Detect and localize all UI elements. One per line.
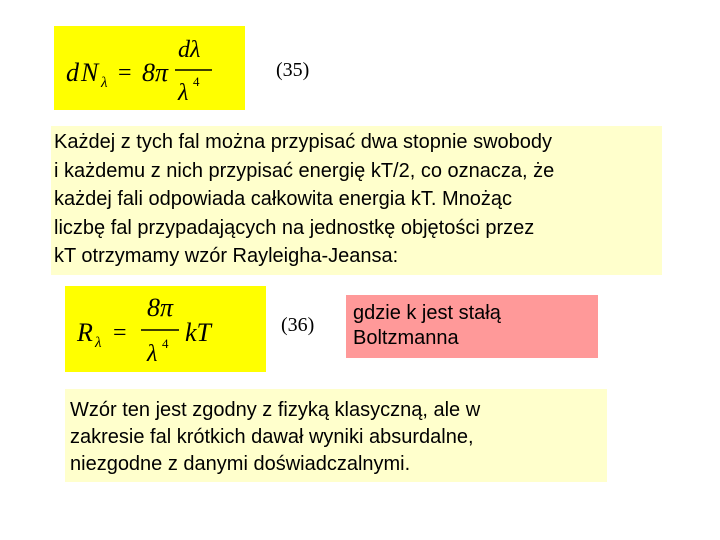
note-line: Boltzmanna <box>353 327 459 349</box>
eq36-kT: kT <box>185 318 211 347</box>
eq35-numerator: dλ <box>178 37 201 63</box>
paragraph-classical-conclusion <box>65 389 607 482</box>
eq35-denominator: λ <box>178 80 189 106</box>
eq36-numerator: 8π <box>147 293 174 322</box>
equation-35-box <box>54 26 245 110</box>
equation-36-label: (36) <box>281 314 315 336</box>
equation-35-label: (35) <box>276 59 310 81</box>
paragraph-line: liczbę fal przypadających na jednostkę objętości przez <box>54 216 535 239</box>
equation-36-formula <box>65 286 266 372</box>
eq35-d: d <box>66 58 79 87</box>
eq36-equals: = <box>113 320 127 346</box>
equation-36-box <box>65 286 266 372</box>
paragraph-rayleigh-intro <box>51 126 662 275</box>
paragraph-line: zakresie fal krótkich dawał wyniki absurdalne, <box>70 426 474 448</box>
eq36-exponent: 4 <box>162 336 169 351</box>
eq36-denominator: λ <box>147 341 158 367</box>
paragraph-line: każdej fali odpowiada całkowita energia kT. Mnożąc <box>54 188 513 211</box>
boltzmann-note-box <box>346 295 598 358</box>
paragraph-line: Każdej z tych fal można przypisać dwa stopnie swobody <box>54 131 553 153</box>
eq35-subscript: λ <box>101 75 108 91</box>
note-line: gdzie k jest stałą <box>353 302 501 324</box>
paragraph-line: niezgodne z danymi doświadczalnymi. <box>70 453 411 475</box>
eq35-N: N <box>81 58 99 87</box>
eq35-equals: = <box>118 60 132 86</box>
eq36-subscript: λ <box>95 335 102 351</box>
paragraph-line: Wzór ten jest zgodny z fizyką klasyczną, ale w <box>70 399 481 421</box>
paragraph-line: kT otrzymamy wzór Rayleigha-Jeansa: <box>54 245 399 268</box>
eq35-exponent: 4 <box>193 74 200 89</box>
paragraph-line: i każdemu z nich przypisać energię kT/2, co oznacza, że <box>54 159 555 182</box>
eq36-R: R <box>77 318 93 347</box>
equation-35-formula <box>54 26 245 110</box>
eq35-coefficient: 8π <box>142 58 169 87</box>
